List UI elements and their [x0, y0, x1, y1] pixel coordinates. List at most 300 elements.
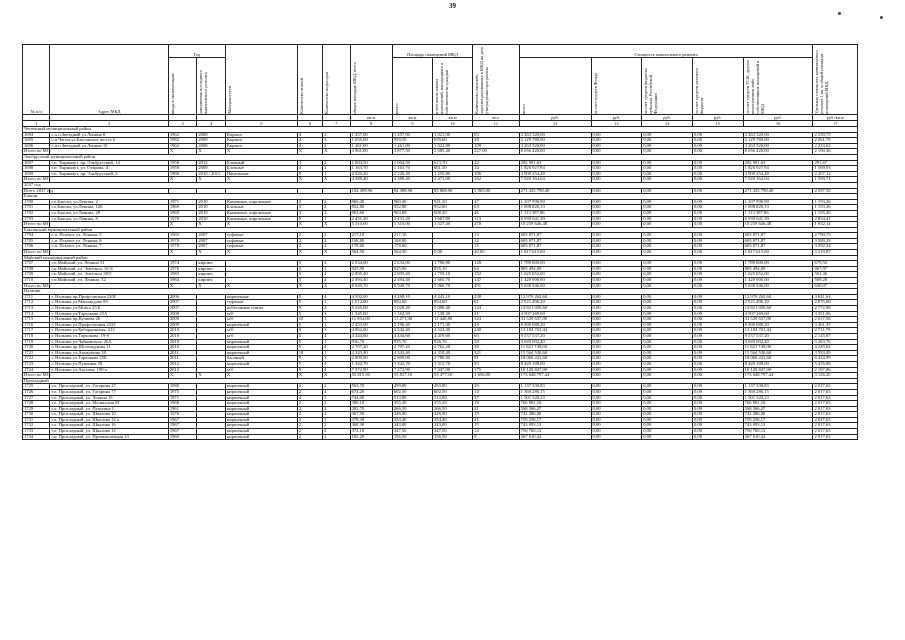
unit-cell: руб. [642, 115, 693, 121]
table-cell: 1970 [168, 238, 197, 244]
table-cell: Итого по МО: [24, 372, 52, 378]
table-cell: 0,00 [591, 261, 642, 267]
table-cell: г.о. Прохладный, ул. Шкалова 14 [50, 429, 168, 435]
table-cell: 0,00 [692, 333, 743, 339]
table-cell: 18 [473, 401, 520, 407]
table-cell: 0,00 [591, 361, 642, 367]
table-cell: 83 808,90 [433, 188, 473, 194]
table-cell: 1958 [168, 160, 197, 166]
table-cell: Каменные, кирпичные [225, 199, 297, 205]
table-cell: 94 308,90 [392, 188, 432, 194]
section-title: Майский муниципальный район [23, 255, 858, 261]
table-cell: 22 [473, 160, 520, 166]
table-cell: 372,10 [350, 429, 392, 435]
table-cell: 2 196,40 [392, 322, 432, 328]
table-cell: 1709 [23, 272, 50, 278]
table-cell: 113 [473, 216, 520, 222]
table-cell: 324 [473, 317, 520, 323]
table-cell: 2 809,00 [350, 356, 392, 362]
table-cell: 63 [473, 205, 520, 211]
table-cell: 2 597,50 [813, 188, 858, 194]
table-cell: 679,50 [813, 261, 858, 267]
table-cell: 2 [323, 401, 350, 407]
header-residents: Количество жителей, зарегистрированных в МКД на дату утверждения программы [473, 45, 520, 115]
table-cell: 1 153,26 [813, 199, 858, 205]
table-cell: 156,50 [433, 434, 473, 440]
table-cell: 1 789 800,00 [519, 261, 591, 267]
table-cell: 9 [473, 434, 520, 440]
table-cell: 952,80 [433, 205, 473, 211]
table-cell: 2 494,40 [392, 278, 432, 284]
column-number: 10 [433, 121, 473, 127]
table-cell: г.о. Прохладный, ул. Малинская 81 [50, 401, 168, 407]
table-cell: 0,00 [591, 423, 642, 429]
table-cell: 37 [473, 395, 520, 401]
table-cell: г.о.Баксан, ул.Ленина, 8 [50, 216, 168, 222]
table-cell: 960,40 [350, 199, 392, 205]
table-cell: 291,67 [813, 160, 858, 166]
table-cell: 0,00 [642, 283, 693, 289]
table-cell: 0,00 [591, 367, 642, 373]
table-cell: 0,00 [591, 177, 642, 183]
table-cell: 1 501 520,23 [519, 395, 591, 401]
table-cell: 8 490 688,20 [519, 322, 591, 328]
table-cell: 0,00 [591, 311, 642, 317]
table-cell: 1 [323, 171, 350, 177]
table-cell: 1 [323, 216, 350, 222]
table-cell: 2 017,63 [813, 417, 858, 423]
table-cell: X [225, 177, 297, 183]
table-cell: 380,10 [350, 401, 392, 407]
table-cell: 343,00 [392, 423, 432, 429]
table-cell: кирпичный [225, 401, 297, 407]
table-cell: 499,80 [392, 384, 432, 390]
table-cell: 2 471,00 [433, 177, 473, 183]
table-cell: г.о. Прохладный, ул. Ленина 15 [50, 395, 168, 401]
table-cell: 2 017,63 [813, 412, 858, 418]
table-cell: с.п. Псычох ул. Ленина, 6 [50, 238, 168, 244]
table-cell: 0,00 [591, 233, 642, 239]
table-cell: 2 431,20 [392, 216, 432, 222]
table-cell: 5 [297, 278, 322, 284]
unit-cell: руб. [519, 115, 591, 121]
table-cell: X [168, 373, 197, 379]
table-cell: 175 [473, 367, 520, 373]
table-cell: 0,00 [591, 238, 642, 244]
header-unit-cost: Удельная стоимость капитального ремонта 1 кв. м общей площади помещений МКД [813, 45, 858, 115]
table-cell: 8 490 688,20 [743, 322, 813, 328]
table-cell: 2007 [168, 306, 197, 312]
table-cell: 5 [297, 261, 322, 267]
table-cell: 0,00 [692, 222, 743, 228]
table-cell: кирпичный [225, 406, 297, 412]
table-cell: X [297, 373, 322, 379]
table-cell: 0,00 [692, 434, 743, 440]
table-cell: 2 [297, 423, 322, 429]
table-cell: 1 098 826,13 [743, 205, 813, 211]
table-cell: г.о. Прохладный, ул. Пушкина 1 [50, 406, 168, 412]
table-cell: 3 527,40 [433, 222, 473, 228]
table-cell: 4 [297, 143, 322, 149]
table-cell: 0,00 [591, 283, 642, 289]
table-cell: 605 871,87 [743, 244, 813, 250]
table-cell: 2 711,79 [813, 328, 858, 334]
table-cell: 926,70 [433, 339, 473, 345]
section-title: Чегемский муниципальный район [23, 127, 858, 133]
table-cell: 0,00 [591, 317, 642, 323]
table-cell: 659,60 [433, 138, 473, 144]
table-cell: 217,10 [392, 233, 432, 239]
table-cell: 1 665,70 [433, 278, 473, 284]
table-cell: 750 760,12 [743, 429, 813, 435]
table-cell: 1722 [23, 356, 50, 362]
table-cell: 963,60 [392, 210, 432, 216]
table-cell: 271 435 798,48 [519, 188, 591, 194]
table-cell: 1961 [168, 406, 197, 412]
table-cell: 0,00 [591, 149, 642, 155]
table-cell: 4 507 169,60 [519, 311, 591, 317]
table-cell: 759 256,17 [519, 417, 591, 423]
table-cell: 925,90 [392, 266, 432, 272]
unit-cell: руб. [692, 115, 743, 121]
table-cell: 0,00 [692, 205, 743, 211]
table-cell: 2 [323, 406, 350, 412]
table-cell: 1 461,00 [350, 143, 392, 149]
table-cell: 4 [323, 361, 350, 367]
table-cell: X [297, 222, 322, 228]
table-cell: блочный [225, 356, 297, 362]
table-cell: 569,28 [813, 278, 858, 284]
table-cell: 1 569,93 [813, 166, 858, 172]
table-cell: 0,00 [692, 238, 743, 244]
table-cell: м/б [225, 367, 297, 373]
table-cell: 1975 [168, 389, 197, 395]
table-cell: 2 [323, 306, 350, 312]
table-cell: 0,00 [591, 205, 642, 211]
table-cell: 9 [297, 328, 322, 334]
table-cell: 19 [473, 412, 520, 418]
table-cell: 2007 [197, 244, 226, 250]
table-cell: 2 129 780,00 [519, 138, 591, 144]
table-cell: 1 826 927,94 [743, 166, 813, 172]
table-cell: 0,00 [642, 166, 693, 172]
table-cell: 0,00 [692, 361, 743, 367]
table-cell: 5 008,40 [433, 306, 473, 312]
table-cell: 0,00 [591, 345, 642, 351]
table-cell: 5 310,00 [392, 222, 432, 228]
table-cell: 0,00 [692, 339, 743, 345]
table-cell: 0,00 [591, 216, 642, 222]
table-cell: 1697 [23, 160, 50, 166]
table-cell: 5 028,40 [392, 306, 432, 312]
table-cell: 11 821 749,00 [743, 345, 813, 351]
table-cell: 1 098 826,13 [519, 205, 591, 211]
table-cell: 4 [323, 261, 350, 267]
table-cell: Всего 2037 год [24, 187, 54, 193]
table-cell: 2010 [197, 199, 226, 205]
table-cell: 2011 [168, 350, 197, 356]
table-cell: 2 772,88 [813, 306, 858, 312]
table-cell: 1971 [168, 199, 197, 205]
table-cell: 2 [323, 384, 350, 390]
table-cell: 1695 [23, 138, 50, 144]
table-cell: 3 [297, 266, 322, 272]
table-cell: 1976 [168, 266, 197, 272]
table-cell: 10 [297, 317, 322, 323]
table-cell: 0,00 [642, 266, 693, 272]
table-cell: 4 [323, 367, 350, 373]
table-cell: 147 [473, 278, 520, 284]
table-cell: 1965 [168, 233, 197, 239]
table-cell: 2010 / 2011 [197, 171, 226, 177]
table-cell: 1 420 000,00 [743, 278, 813, 284]
table-cell: 602,50 [392, 389, 432, 395]
table-cell: 963,60 [350, 210, 392, 216]
table-cell: с.п. Псычох ул. Ленина, 7 [50, 244, 168, 250]
table-cell: 4 343,40 [350, 350, 392, 356]
table-cell: 959,50 [392, 138, 432, 144]
table-cell: 162 [473, 177, 520, 183]
table-cell: 5 638 946,00 [519, 283, 591, 289]
table-cell: 0,00 [591, 199, 642, 205]
table-cell: 15 [473, 244, 520, 250]
table-cell: 0,00 [591, 333, 642, 339]
table-cell: 3 049 692,40 [519, 339, 591, 345]
table-cell: 1 826 927,94 [519, 166, 591, 172]
table-cell: 1694 [23, 132, 50, 138]
table-cell: с.п. Псычох ул. Ленина, 5 [50, 233, 168, 239]
table-cell: 5 476,88 [813, 361, 858, 367]
table-cell: 1969 [168, 210, 197, 216]
table-row [23, 434, 858, 440]
table-cell: 1 138,30 [433, 311, 473, 317]
table-cell: 0,00 [642, 278, 693, 284]
table-cell: 0,00 [692, 143, 743, 149]
table-cell: 2 707,20 [392, 345, 432, 351]
unit-cell: руб./кв.м [813, 115, 858, 121]
table-cell: кирпич [197, 278, 226, 284]
table-cell: 0,00 [692, 322, 743, 328]
table-cell: 2 [323, 210, 350, 216]
table-cell: 1723 [23, 361, 50, 367]
table-cell: 1698 [23, 166, 50, 172]
table-cell: 2 [323, 143, 350, 149]
table-cell: 1 153,26 [813, 205, 858, 211]
table-cell: 3 589,29 [813, 238, 858, 244]
table-cell: 173 048 797,44 [519, 373, 591, 379]
table-cell: 1703 [23, 216, 50, 222]
table-cell: 2 190,36 [813, 149, 858, 155]
table-cell: 605 871,87 [519, 244, 591, 250]
table-cell: г.п.Майский, ул. Энгельса, 61/4 [50, 266, 168, 272]
table-cell: 0,00 [642, 367, 693, 373]
table-cell: 2012 [168, 367, 197, 373]
table-cell: 266,50 [433, 406, 473, 412]
table-cell: 2 017,63 [813, 423, 858, 429]
table-cell: 2 171,40 [433, 322, 473, 328]
table-cell: 2008 [168, 311, 197, 317]
table-cell: 1974 [168, 261, 197, 267]
table-cell: кирпичный [225, 423, 297, 429]
table-cell: 1 [323, 339, 350, 345]
unit-cell: руб. [743, 115, 813, 121]
table-cell: 217,10 [350, 233, 392, 239]
column-number: 11 [473, 121, 520, 127]
table-cell: 766 901,16 [743, 401, 813, 407]
header-cost-fund: за счет средств Фонда [591, 58, 642, 115]
table-cell: 2 [297, 244, 322, 250]
capital-repair-table [22, 44, 858, 440]
table-cell: 368,30 [350, 423, 392, 429]
table-cell: 4 388,40 [392, 177, 432, 183]
table-cell: 13 970 262,60 [519, 294, 591, 300]
table-cell: 1729 [23, 406, 50, 412]
table-cell: 7 372,90 [350, 367, 392, 373]
header-commissioning-year: ввода в эксплуатацию [168, 58, 197, 115]
table-cell: 14 [473, 429, 520, 435]
table-cell: 1718 [23, 333, 50, 339]
table-cell: X [197, 222, 226, 228]
table-cell: 7 347,90 [433, 367, 473, 373]
table-cell: 1 360 286,15 [743, 389, 813, 395]
table-cell: X [323, 222, 350, 228]
section-title: Прохладный [23, 378, 858, 384]
table-cell: 0,00 [692, 317, 743, 323]
table-cell: г.п. Тырныауз, ул. Отарова, 4 [50, 166, 168, 172]
table-cell: г. Нальчик ул.Тарчокова 25А [50, 311, 168, 317]
column-number: 14 [642, 121, 693, 127]
table-cell: 4 444,60 [350, 333, 392, 339]
table-cell: 0,00 [642, 188, 693, 194]
table-cell: 1699 [23, 171, 50, 177]
table-cell: 2012 [168, 361, 197, 367]
table-cell: 1 817 615,60 [743, 250, 813, 256]
table-cell: 4 900 254,48 [743, 171, 813, 177]
table-cell: 0,00 [642, 401, 693, 407]
table-cell: 106 [473, 171, 520, 177]
table-cell: 0,00 [692, 401, 743, 407]
table-cell: 12 [473, 238, 520, 244]
table-cell: 2 876,00 [813, 300, 858, 306]
table-cell: 7 372,90 [392, 367, 432, 373]
table-cell: 835,10 [433, 266, 473, 272]
table-cell: 0,00 [692, 356, 743, 362]
table-cell: 759 256,17 [743, 417, 813, 423]
table-cell: X [323, 373, 350, 379]
table-cell: 1730 [23, 412, 50, 418]
table-cell: г.о. Прохладный, ул. Шкалова 10 [50, 412, 168, 418]
table-cell: 952,80 [392, 205, 432, 211]
table-cell: 21 [473, 417, 520, 423]
table-cell: 1962 [168, 143, 197, 149]
table-cell: 5 966,70 [433, 283, 473, 289]
table-cell: 1733 [23, 429, 50, 435]
table-cell: 347,50 [392, 429, 432, 435]
table-cell: кирпичный [225, 322, 297, 328]
table-cell: 31 529 637,00 [519, 317, 591, 323]
table-cell: Кирпич [225, 132, 297, 138]
table-cell: 6 434,99 [813, 356, 858, 362]
table-cell: 40,00 [473, 250, 520, 256]
table-cell: 0,00 [692, 261, 743, 267]
table-cell: 2010 [168, 345, 197, 351]
table-cell: 894,60 [392, 300, 432, 306]
table-cell: 0,00 [692, 306, 743, 312]
table-cell: 60 [473, 333, 520, 339]
table-cell: г. Нальчик ул.Кабардинская, 212 [50, 328, 168, 334]
header-floors: Количество этажей [297, 45, 322, 115]
table-cell: 513,80 [392, 395, 432, 401]
table-cell: ж/бетонные плиты [225, 306, 297, 312]
table-cell: 568 366,27 [519, 406, 591, 412]
table-cell: 742 286,08 [743, 412, 813, 418]
table-cell: 0,00 [591, 395, 642, 401]
table-cell: 0,00 [591, 356, 642, 362]
table-cell: 0,00 [692, 278, 743, 284]
table-cell: 0,00 [642, 317, 693, 323]
table-cell: 3 961,00 [350, 149, 392, 155]
table-cell: 2009 [197, 166, 226, 172]
table-cell: 2 [323, 199, 350, 205]
table-cell: 2 854,41 [813, 216, 858, 222]
table-cell: 18 060 241,60 [743, 356, 813, 362]
table-cell: 0,00 [692, 188, 743, 194]
table-cell: 0,00 [591, 278, 642, 284]
table-cell: 564,50 [392, 250, 432, 256]
table-cell: 2 [297, 233, 322, 239]
table-cell: 1967 [168, 417, 197, 423]
table-cell: 1 360 286,15 [519, 389, 591, 395]
table-cell: 1960 [168, 434, 197, 440]
table-cell: 2 017,63 [813, 395, 858, 401]
table-cell: 281,70 [350, 406, 392, 412]
table-cell: 2 [297, 389, 322, 395]
table-cell: 0,00 [692, 272, 743, 278]
table-cell: 4 [323, 272, 350, 278]
table-cell: 4 [297, 395, 322, 401]
table-cell: с.п.Чегем,ул.Баксанское шоссе 6 [50, 138, 168, 144]
column-number: 6 [297, 121, 322, 127]
table-cell: кирпич [197, 266, 226, 272]
table-cell: Кирпич [225, 138, 297, 144]
table-cell: 15 564 530,60 [519, 350, 591, 356]
table-cell: 0,00 [692, 132, 743, 138]
table-cell: 53 477,10 [433, 373, 473, 379]
table-cell: 1967 [168, 429, 197, 435]
table-cell: 0,00 [642, 361, 693, 367]
table-cell: 270 [473, 222, 520, 228]
table-cell: 13 970 262,60 [743, 294, 813, 300]
table-cell: 292 981,63 [519, 160, 591, 166]
table-cell: 346,90 [433, 412, 473, 418]
table-cell: 0,00 [591, 384, 642, 390]
table-cell: 1 162,30 [392, 311, 432, 317]
table-cell: г. Нальчик пр.Кулиева 2Б [50, 317, 168, 323]
table-cell: 513,80 [433, 395, 473, 401]
table-cell: 3 263 320,00 [519, 143, 591, 149]
header-row-number: № п/п [23, 45, 50, 115]
table-cell: 2 780,00 [433, 356, 473, 362]
table-cell: г.о. Прохладный, ул. Промышленная 14 [50, 434, 168, 440]
table-cell: 3 877,50 [392, 149, 432, 155]
table-cell: 11 954,00 [350, 317, 392, 323]
table-cell: 8 449 188,00 [519, 361, 591, 367]
table-cell: 5 638 946,00 [743, 283, 813, 289]
table-cell: 5 [297, 311, 322, 317]
section-title: Эльбрусский муниципальный район [23, 154, 858, 160]
table-cell: 5 [297, 361, 322, 367]
table-cell: 355,20 [433, 401, 473, 407]
